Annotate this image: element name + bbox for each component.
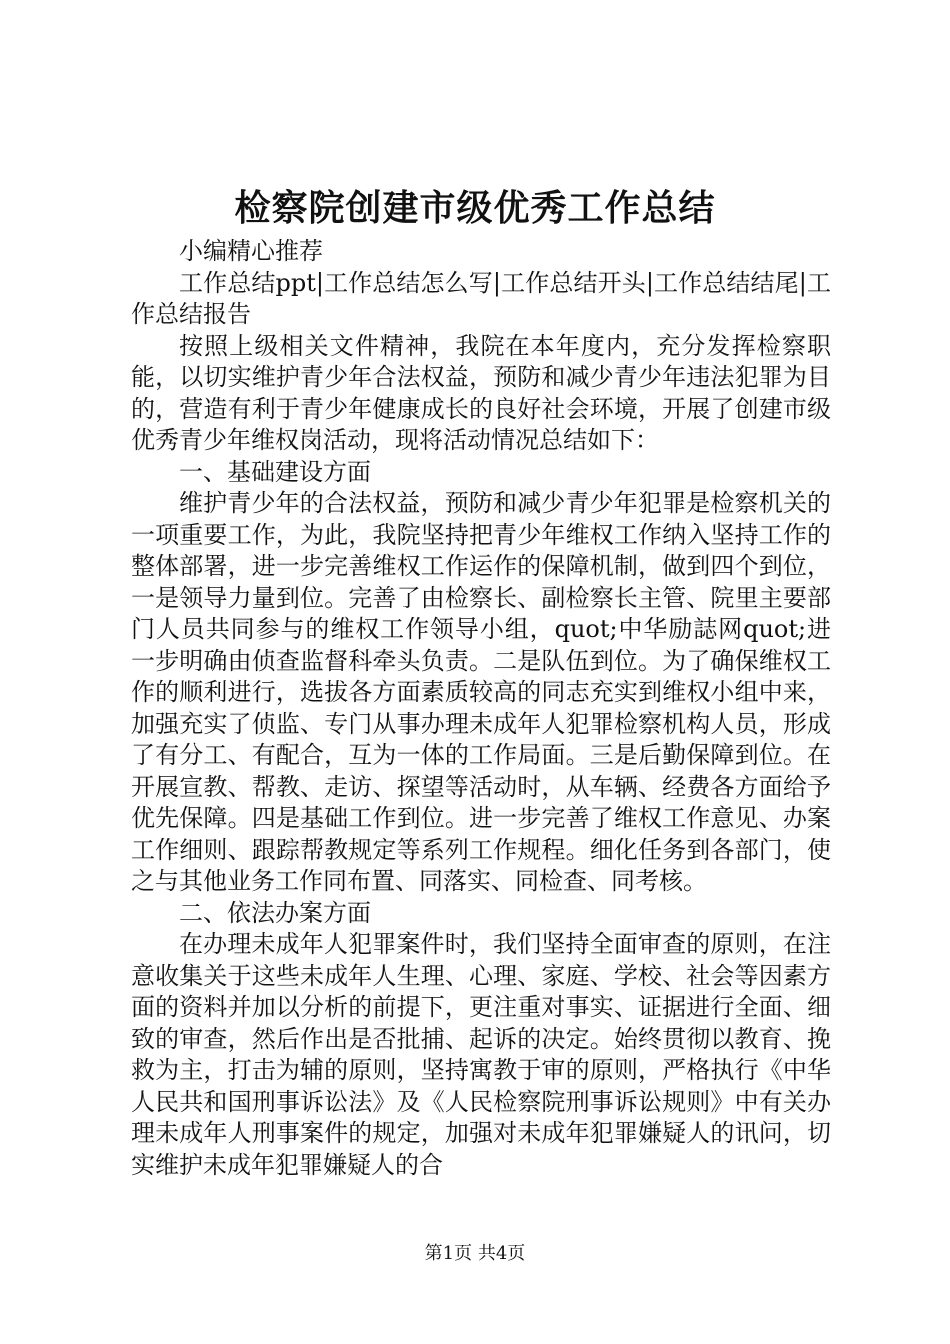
- document-body: [131, 236, 831, 1181]
- section-heading-2: 二、依法办案方面: [179, 898, 371, 927]
- intro-paragraph: 按照上级相关文件精神，我院在本年度内，充分发挥检察职能，以切实维护青少年合法权益，预防和减少青少年违法犯罪为目的，营造有利于青少年健康成长的良好社会环境，开展了创建市级优秀青少年维权岗活动，现将活动情况总结如下：: [131, 331, 831, 454]
- recommend-line: 小编精心推荐: [179, 237, 323, 265]
- related-links-line: 工作总结ppt|工作总结怎么写|工作总结开头|工作总结结尾|工作总结报告: [131, 268, 831, 328]
- page-number-footer: 第1页 共4页: [424, 1243, 526, 1264]
- section-1-paragraph: 维护青少年的合法权益，预防和减少青少年犯罪是检察机关的一项重要工作，为此，我院坚持把青少年维权工作纳入坚持工作的整体部署，进一步完善维权工作运作的保障机制，做到四个到位，一是领导力量到位。完善了由检察长、副检察长主管、院里主要部门人员共同参与的维权工作领导小组，quot;中华励誌网quot;进一步明确由侦查监督科牵头负责。二是队伍到位。为了确保维权工作的顺利进行，选拔各方面素质较高的同志充实到维权小组中来，加强充实了侦监、专门从事办理未成年人犯罪检察机构人员，形成了有分工、有配合，互为一体的工作局面。三是后勤保障到位。在开展宣教、帮教、走访、探望等活动时，从车辆、经费各方面给予优先保障。四是基础工作到位。进一步完善了维权工作意见、办案工作细则、跟踪帮教规定等系列工作规程。细化任务到各部门，使之与其他业务工作同布置、同落实、同检查、同考核。: [131, 489, 831, 895]
- section-2-paragraph: 在办理未成年人犯罪案件时，我们坚持全面审查的原则，在注意收集关于这些未成年人生理、心理、家庭、学校、社会等因素方面的资料并加以分析的前提下，更注重对事实、证据进行全面、细致的审查，然后作出是否批捕、起诉的决定。始终贯彻以教育、挽救为主，打击为辅的原则，坚持寓教于审的原则，严格执行《中华人民共和国刑事诉讼法》及《人民检察院刑事诉讼规则》中有关办理未成年人刑事案件的规定，加强对未成年犯罪嫌疑人的讯问，切实维护未成年犯罪嫌疑人的合: [131, 930, 831, 1179]
- section-heading-1: 一、基础建设方面: [179, 457, 371, 486]
- document-title: 检察院创建市级优秀工作总结: [234, 187, 716, 229]
